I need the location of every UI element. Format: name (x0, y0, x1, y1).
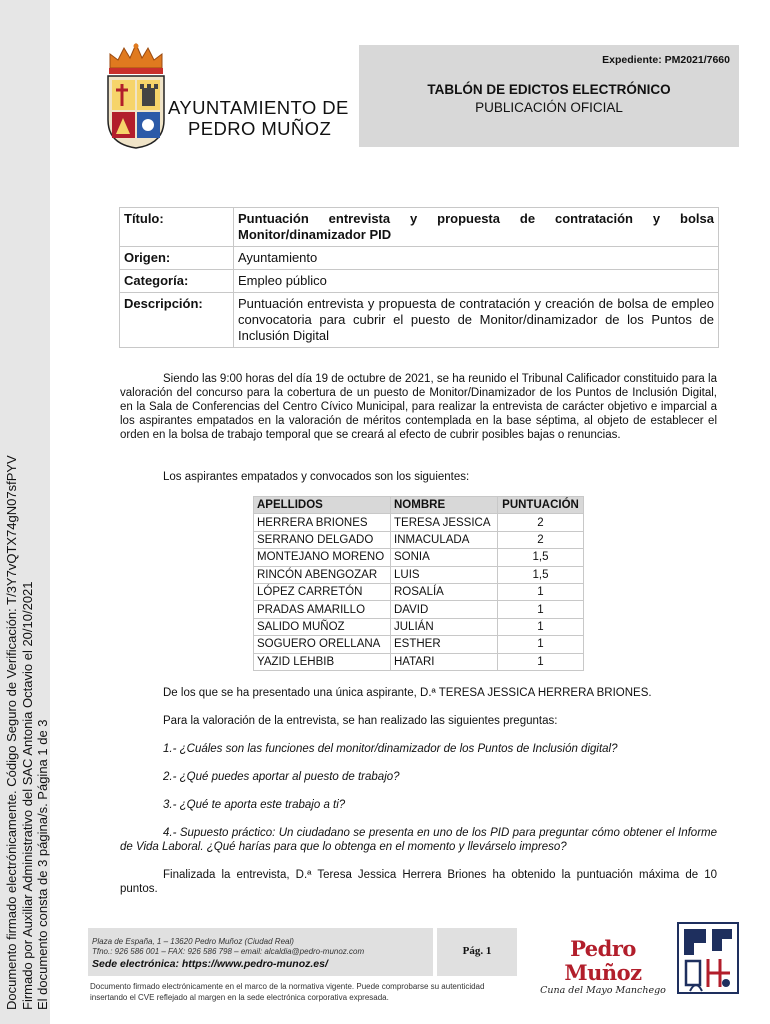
questions-intro: Para la valoración de la entrevista, se han realizado las siguientes preguntas: (163, 715, 558, 727)
single-candidate-paragraph: De los que se ha presentado una única aspirante, D.ª TERESA JESSICA HERRERA BRIONES. (163, 687, 652, 699)
edict-board-subtitle: PUBLICACIÓN OFICIAL (475, 100, 623, 115)
footer-contact: Tfno.: 926 586 001 – FAX: 926 586 798 – email: alcaldia@pedro-munoz.com (92, 946, 365, 956)
col-header-name: NOMBRE (391, 497, 498, 514)
score-cell: 1 (498, 618, 584, 635)
score-cell: 1 (498, 636, 584, 653)
description-label: Descripción: (120, 293, 234, 348)
brand-mark-icon (676, 921, 740, 995)
name-cell: SONIA (391, 549, 498, 566)
case-number: Expediente: PM2021/7660 (602, 54, 730, 66)
table-row (254, 531, 584, 548)
surname-cell: SOGUERO ORELLANA (254, 636, 391, 653)
body-paragraph-3 (120, 686, 717, 700)
result-paragraph: Finalizada la entrevista, D.ª Teresa Jessica Herrera Briones ha obtenido la puntuación máxima de 10 puntos. (120, 869, 717, 895)
surname-cell: MONTEJANO MORENO (254, 549, 391, 566)
page-number: Pág. 1 (437, 928, 517, 976)
question-3-text: 3.- ¿Qué te aporta este trabajo a ti? (163, 799, 346, 811)
name-cell: DAVID (391, 601, 498, 618)
title-label: Título: (120, 208, 234, 247)
name-cell: LUIS (391, 566, 498, 583)
brand-logo (536, 936, 670, 996)
footer-authenticity-note: Documento firmado electrónicamente en el marco de la normativa vigente. Puede comprobarse su autenticidad insertando el CVE reflejado al margen en la sede electrónica corporativa expresada. (90, 982, 485, 1002)
question-1-text: 1.- ¿Cuáles son las funciones del monitor/dinamizador de los Puntos de Inclusión digital? (163, 743, 618, 755)
question-2 (120, 770, 717, 784)
edict-board-title: TABLÓN DE EDICTOS ELECTRÓNICO (427, 82, 671, 97)
body-paragraph-5 (120, 868, 717, 896)
candidates-header-row (254, 497, 584, 514)
surname-cell: LÓPEZ CARRETÓN (254, 583, 391, 600)
verification-line: Firmado por Auxiliar Administrativo del SAC Antonia Octavio el 20/10/2021 (19, 581, 35, 1010)
surname-cell: SERRANO DELGADO (254, 531, 391, 548)
candidates-intro: Los aspirantes empatados y convocados son los siguientes: (163, 471, 470, 483)
org-name-line2: PEDRO MUÑOZ (188, 118, 332, 139)
brand-name: Pedro Muñoz (564, 936, 642, 985)
verification-text (0, 455, 50, 1024)
name-cell: INMACULADA (391, 531, 498, 548)
origin-value: Ayuntamiento (234, 247, 719, 270)
info-row-description (120, 293, 719, 348)
table-row (254, 636, 584, 653)
candidates-table (253, 496, 584, 671)
name-cell: TERESA JESSICA (391, 514, 498, 531)
publication-info-table (119, 207, 719, 348)
question-1 (120, 742, 717, 756)
verification-line: El documento consta de 3 página/s. Página 1 de 3 (35, 719, 50, 1010)
question-2-text: 2.- ¿Qué puedes aportar al puesto de trabajo? (163, 771, 400, 783)
origin-label: Origen: (120, 247, 234, 270)
title-value: Puntuación entrevista y propuesta de contratación y bolsa Monitor/dinamizador PID (234, 208, 719, 247)
score-cell: 2 (498, 531, 584, 548)
name-cell: HATARI (391, 653, 498, 670)
surname-cell: PRADAS AMARILLO (254, 601, 391, 618)
question-4 (120, 826, 717, 854)
col-header-surname: APELLIDOS (254, 497, 391, 514)
table-row (254, 566, 584, 583)
body-paragraph-1 (120, 372, 717, 442)
brand-tagline: Cuna del Mayo Manchego (540, 985, 666, 996)
body-paragraph-4 (120, 714, 717, 728)
col-header-score: PUNTUACIÓN (498, 497, 584, 514)
footer-address: Plaza de España, 1 – 13620 Pedro Muñoz (Ciudad Real) (92, 937, 294, 946)
footer-contact-box (88, 928, 433, 976)
info-row-category (120, 270, 719, 293)
score-cell: 2 (498, 514, 584, 531)
score-cell: 1,5 (498, 549, 584, 566)
verification-line: Documento firmado electrónicamente. Código Seguro de Verificación: T/3Y7vQTX74gN07sfPYV (4, 455, 19, 1010)
table-row (254, 583, 584, 600)
footer-sede-link[interactable]: Sede electrónica: https://www.pedro-munoz.es/ (92, 958, 328, 970)
table-row (254, 549, 584, 566)
meeting-paragraph: Siendo las 9:00 horas del día 19 de octubre de 2021, se ha reunido el Tribunal Calificador constituido para la valoración del concurso para la cobertura de un puesto de Monitor/Dinamizador de los Puntos de Inclusión Digital, en la Sala de Conferencias del Centro Cívico Municipal, para realizar la entrevista de carácter objetivo e imparcial a los aspirantes empatados en la valoración de méritos contemplada en la base séptima, al objeto de establecer el orden en la bolsa de trabajo temporal que se creará al efecto de cubrir posibles bajas o renuncias. (120, 373, 717, 441)
verification-strip (0, 0, 50, 1024)
name-cell: JULIÁN (391, 618, 498, 635)
body-paragraph-2 (120, 470, 717, 484)
info-row-origin (120, 247, 719, 270)
surname-cell: SALIDO MUÑOZ (254, 618, 391, 635)
score-cell: 1 (498, 653, 584, 670)
table-row (254, 618, 584, 635)
surname-cell: RINCÓN ABENGOZAR (254, 566, 391, 583)
org-name-line1: AYUNTAMIENTO DE (168, 97, 349, 118)
name-cell: ESTHER (391, 636, 498, 653)
question-3 (120, 798, 717, 812)
score-cell: 1 (498, 583, 584, 600)
info-row-title (120, 208, 719, 247)
name-cell: ROSALÍA (391, 583, 498, 600)
question-4-text: 4.- Supuesto práctico: Un ciudadano se presenta en uno de los PID para preguntar cómo obtener el Informe de Vida Laboral. ¿Qué harías para que lo obtenga en el momento y llevárselo impreso? (120, 827, 717, 853)
table-row (254, 514, 584, 531)
category-value: Empleo público (234, 270, 719, 293)
coat-of-arms-logo (104, 42, 168, 150)
organization-name (168, 97, 349, 139)
edict-header-box (359, 45, 739, 147)
surname-cell: HERRERA BRIONES (254, 514, 391, 531)
category-label: Categoría: (120, 270, 234, 293)
score-cell: 1 (498, 601, 584, 618)
score-cell: 1,5 (498, 566, 584, 583)
surname-cell: YAZID LEHBIB (254, 653, 391, 670)
table-row (254, 653, 584, 670)
table-row (254, 601, 584, 618)
description-value: Puntuación entrevista y propuesta de contratación y creación de bolsa de empleo convocatoria para cubrir el puesto de Monitor/dinamizador de los Puntos de Inclusión Digital (234, 293, 719, 348)
